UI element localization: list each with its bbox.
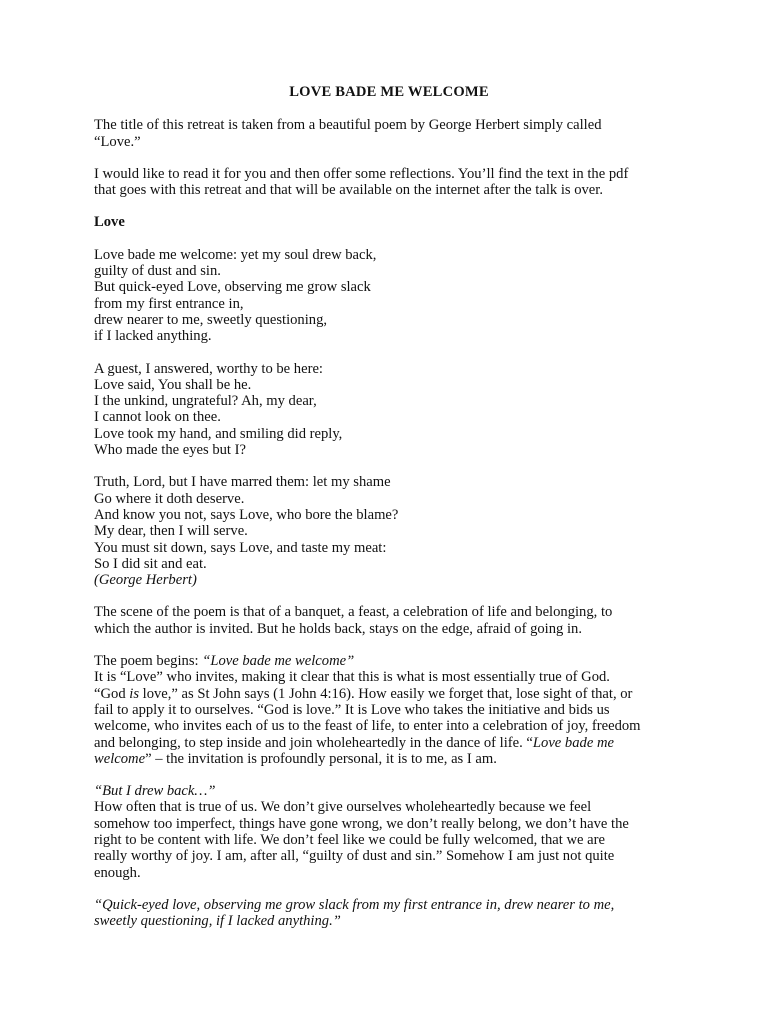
poem-attribution: (George Herbert) <box>94 572 197 589</box>
poem-line: But quick-eyed Love, observing me grow slack <box>94 279 371 296</box>
text-line: sweetly questioning, if I lacked anything.” <box>94 913 341 930</box>
poem-line: from my first entrance in, <box>94 295 244 312</box>
text-line: The title of this retreat is taken from a beautiful poem by George Herbert simply called <box>94 117 602 134</box>
begins-quote: “Love bade me welcome” <box>202 653 355 670</box>
text-line: that goes with this retreat and that will be available on the internet after the talk is over. <box>94 182 603 199</box>
quick-eyed-quote <box>94 897 684 930</box>
quote-fragment: Love bade me <box>532 734 614 751</box>
document-body <box>94 84 684 945</box>
emphasis-is: is <box>129 685 139 702</box>
drew-back-quote: “But I drew back…” <box>94 783 216 800</box>
poem-line: drew nearer to me, sweetly questioning, <box>94 311 328 328</box>
text-line: enough. <box>94 864 141 881</box>
text-line: I would like to read it for you and then offer some reflections. You’ll find the text in the pdf <box>94 165 629 182</box>
poem-line: My dear, then I will serve. <box>94 523 248 540</box>
poem-line: A guest, I answered, worthy to be here: <box>94 360 323 377</box>
poem-line: Love said, You shall be he. <box>94 376 252 393</box>
poem-line: You must sit down, says Love, and taste my meat: <box>94 539 387 556</box>
text-line: “Love.” <box>94 133 141 150</box>
begins-paragraph <box>94 653 684 767</box>
poem-stanza-1 <box>94 247 684 345</box>
poem-line: So I did sit and eat. <box>94 555 207 572</box>
poem-line: if I lacked anything. <box>94 328 212 345</box>
poem-stanza-2 <box>94 361 684 459</box>
text-line: fail to apply it to ourselves. “God is love.” It is Love who takes the initiative and bids us <box>94 701 610 718</box>
poem-stanza-3 <box>94 474 684 588</box>
text-fragment: and belonging, to step inside and join wholeheartedly in the dance of life. “ <box>94 734 533 751</box>
poem-line: I cannot look on thee. <box>94 409 221 426</box>
text-line: welcome, who invites each of us to the feast of life, to enter into a celebration of joy, freedom <box>94 718 641 735</box>
begins-lead: The poem begins: <box>94 653 203 670</box>
poem-line: Go where it doth deserve. <box>94 490 245 507</box>
intro-paragraph-2 <box>94 166 684 199</box>
poem-line: Love bade me welcome: yet my soul drew back, <box>94 246 377 263</box>
text-fragment: love,” as St John says (1 John 4:16). How easily we forget that, lose sight of that, or <box>139 685 633 702</box>
poem-line: And know you not, says Love, who bore the blame? <box>94 506 399 523</box>
text-line <box>94 751 684 767</box>
text-line: “Quick-eyed love, observing me grow slack from my first entrance in, drew nearer to me, <box>94 896 615 913</box>
text-line <box>94 735 684 751</box>
text-line: somehow too imperfect, things have gone wrong, we don’t really belong, we don’t have the <box>94 815 629 832</box>
drew-back-paragraph <box>94 783 684 881</box>
text-line: which the author is invited. But he holds back, stays on the edge, afraid of going in. <box>94 620 582 637</box>
poem-line: Love took my hand, and smiling did reply, <box>94 425 343 442</box>
text-line <box>94 686 684 702</box>
poem-line: Truth, Lord, but I have marred them: let my shame <box>94 474 391 491</box>
document-title: LOVE BADE ME WELCOME <box>289 84 489 100</box>
text-line: How often that is true of us. We don’t give ourselves wholeheartedly because we feel <box>94 799 592 816</box>
poem-line: Who made the eyes but I? <box>94 442 246 459</box>
text-line: It is “Love” who invites, making it clear that this is what is most essentially true of God. <box>94 669 610 686</box>
text-fragment: ” – the invitation is profoundly personal, it is to me, as I am. <box>145 750 497 767</box>
text-line <box>94 653 684 669</box>
text-fragment: “God <box>94 685 130 702</box>
text-line: right to be content with life. We don’t feel like we could be fully welcomed, that we are <box>94 831 605 848</box>
quote-fragment: welcome <box>94 750 146 767</box>
text-line: The scene of the poem is that of a banquet, a feast, a celebration of life and belonging, to <box>94 604 613 621</box>
scene-paragraph <box>94 604 684 637</box>
poem-heading: Love <box>94 214 125 231</box>
text-line: really worthy of joy. I am, after all, “guilty of dust and sin.” Somehow I am just not quite <box>94 848 615 865</box>
poem-line: guilty of dust and sin. <box>94 263 221 280</box>
intro-paragraph-1 <box>94 117 684 150</box>
poem-line: I the unkind, ungrateful? Ah, my dear, <box>94 393 317 410</box>
